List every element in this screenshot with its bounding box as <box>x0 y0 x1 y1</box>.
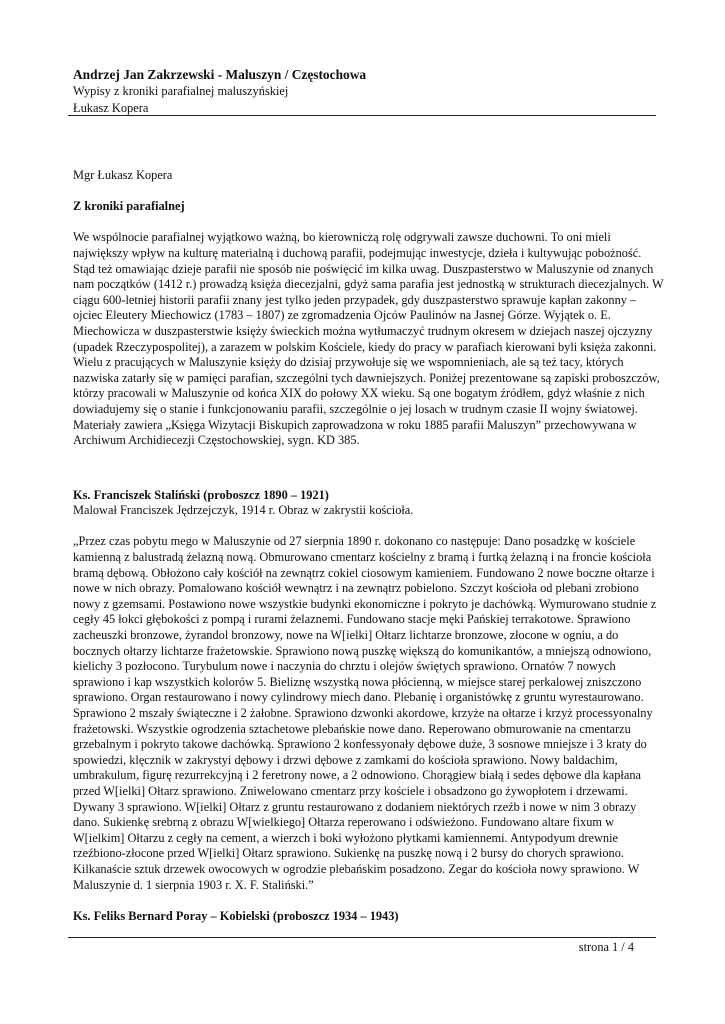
priest1-quote: „Przez czas pobytu mego w Maluszynie od 27 sierpnia 1890 r. dokonano co następuje: Dano posadzkę w kościele kamienną z balustradą żelazną nową. Obmurowano cmentarz kościelny z bramą i furtką żelazną i na froncie kościoła bramą dębową. Obłożono cały kościół na zewnątrz cokiel ciosowym kamieniem. Fundowano 2 nowe boczne ołtarze i nowe w nich obrazy. Pomalowano kościół wewnątrz i na zewnątrz pobielono. Szczyt kościoła od plebani zrobiono nowy z gzemsami. Postawiono nowe wszystkie budynki ekonomiczne i pokryto je dachówką. Wymurowano studnie z cegły 45 łokci głębokości z pompą i rurami żelaznemi. Fundowano stacje męki Pańskiej terrakotowe. Sprawiono zacheuszki bronzowe, żyrandol bronzowy, nowe na W[ielki] Ołtarz lichtarze bronzowe, złocone w ogniu, a do bocznych ołtarzy lichtarze frażetowskie. Sprawiono nową puszkę większą do komunikantów, a mniejszą odnowiono, kielichy 3 pozłocono. Turybulum nowe i naczynia do chrztu i olejów świętych sprawiono. Ornatów 7 nowych sprawiono i kap wszystkich kolorów 5. Bieliznę wszystką nowa płócienną, w miejsce starej perkalowej zniszczono sprawiono. Organ restaurowano i nowy cylindrowy miech dano. Plebanię i organistówkę z gruntu wyrestaurowano. Sprawiono 2 mszały świąteczne i 2 żałobne. Sprawiono dzwonki akordowe, krzyże na ołtarze i krzyż processyonalny frażetowski. Wszystkie ogrodzenia sztachetowe plebańskie nowe dano. Reperowano obmurowanie na cmentarzu grzebalnym i pokryto takowe dachówką. Sprawiono 2 konfessyonały dębowe duże, 3 sosnowe mniejsze i 3 kraty do spowiedzi, klęcznik w zakrystyi dębowy i drzwi dębowe z zamkami do kościoła sprawiono. Nowy baldachim, umbrakulum, figurę rezurrekcyjną i 2 feretrony nowe, a 2 odnowiono. Chorągiew białą i sedes dębowe dla kapłana przed W[ielki] Ołtarz sprawiono. Zniwelowano cmentarz przy kościele i obsadzono go żywopłotem i drzewami. Dywany 3 sprawiono. W[ielki] Ołtarz z gruntu restaurowano z dodaniem niektórych rzeźb i nowe w nim 3 obrazy dano. Sukienkę srebrną z obrazu W[wielkiego] Ołtarza reperowano i odświeżono. Fundowano altare fixum w W[ielkim] Ołtarzu z cegły na cement, a wierzch i boki wyłożono płytkami kamiennemi. Antypodyum drewnie rzeźbiono-złocone przed W[ielki] Ołtarz sprawiono. Sukienkę na puszkę nową i 2 bursy do chorych sprawiono. Kilkanaście sztuk drzewek owocowych w ogrodzie plebańskim posadzono. Zegar do kościoła nowy sprawiono. W Maluszynie d. 1 sierpnia 1903 r. X. F. Staliński.” <box>73 534 657 892</box>
spacer <box>73 519 665 535</box>
header-subtitle: Wypisy z kroniki parafialnej maluszyńskiej <box>73 84 289 98</box>
priest2-heading: Ks. Feliks Bernard Poray – Kobielski (proboszcz 1934 – 1943) <box>73 908 399 923</box>
spacer <box>73 893 665 909</box>
intro-paragraph: We wspólnocie parafialnej wyjątkowo ważną, bo kierowniczą rolę odgrywali zawsze duchowni. To oni mieli największy wpływ na kulturę materialną i duchową parafii, podejmując inwestycje, dzieła i kultywując pobożność. Stąd też omawiając dzieje parafii nie sposób nie poświęcić im kilka uwag. Duszpasterstwo w Maluszynie od znanych nam początków (1412 r.) prowadzą księża diecezjalni, gdyż sama parafia jest jednostką w strukturach diecezjalnych. W ciągu 600-letniej historii parafii znany jest tylko jeden przypadek, gdy duszpasterstwo sprawuje kapłan zakonny – ojciec Eleutery Miechowicz (1783 – 1807) ze zgromadzenia Ojców Paulinów na Jasnej Górze. Wyjątek o. E. Miechowicza w duszpasterstwie księży świeckich można wytłumaczyć trudnym okresem w dziejach naszej ojczyzny (upadek Rzeczypospolitej), a zarazem w polskim Kościele, kiedy do pracy w parafiach kierowani byli księża zakonni. Wielu z pracujących w Maluszynie księży do dzisiaj przywołuje się we wspomnieniach, ale są też tacy, których nazwiska zatarły się w pamięci parafian, szczególni tych dawniejszych. Poniżej prezentowane są zapiski proboszczów, którzy pracowali w Maluszynie od końca XIX do połowy XX wieku. Są one bogatym źródłem, gdyż właśnie z nich dowiadujemy się o stanie i funkcjonowaniu parafii, szczególnie o jej losach w trudnym czasie II wojny światowej. Materiały zawiera „Księga Wizytacji Biskupich zaprowadzona w roku 1885 parafii Maluszyn” przechowywana w Archiwum Archidiecezji Częstochowskiej, sygn. KD 385. <box>73 230 664 448</box>
document-header <box>73 66 663 117</box>
author-line: Mgr Łukasz Kopera <box>73 168 173 182</box>
header-divider <box>68 115 656 116</box>
priest1-caption: Malował Franciszek Jędrzejczyk, 1914 r. Obraz w zakrystii kościoła. <box>73 503 414 518</box>
footer-divider <box>68 937 656 938</box>
spacer <box>73 449 665 488</box>
document-body <box>73 168 665 924</box>
section-title: Z kroniki parafialnej <box>73 199 185 214</box>
priest1-heading: Ks. Franciszek Staliński (proboszcz 1890 – 1921) <box>73 487 329 502</box>
page-number: strona 1 / 4 <box>578 940 634 954</box>
header-author: Łukasz Kopera <box>73 101 149 115</box>
header-title: Andrzej Jan Zakrzewski - Maluszyn / Częstochowa <box>73 67 367 82</box>
